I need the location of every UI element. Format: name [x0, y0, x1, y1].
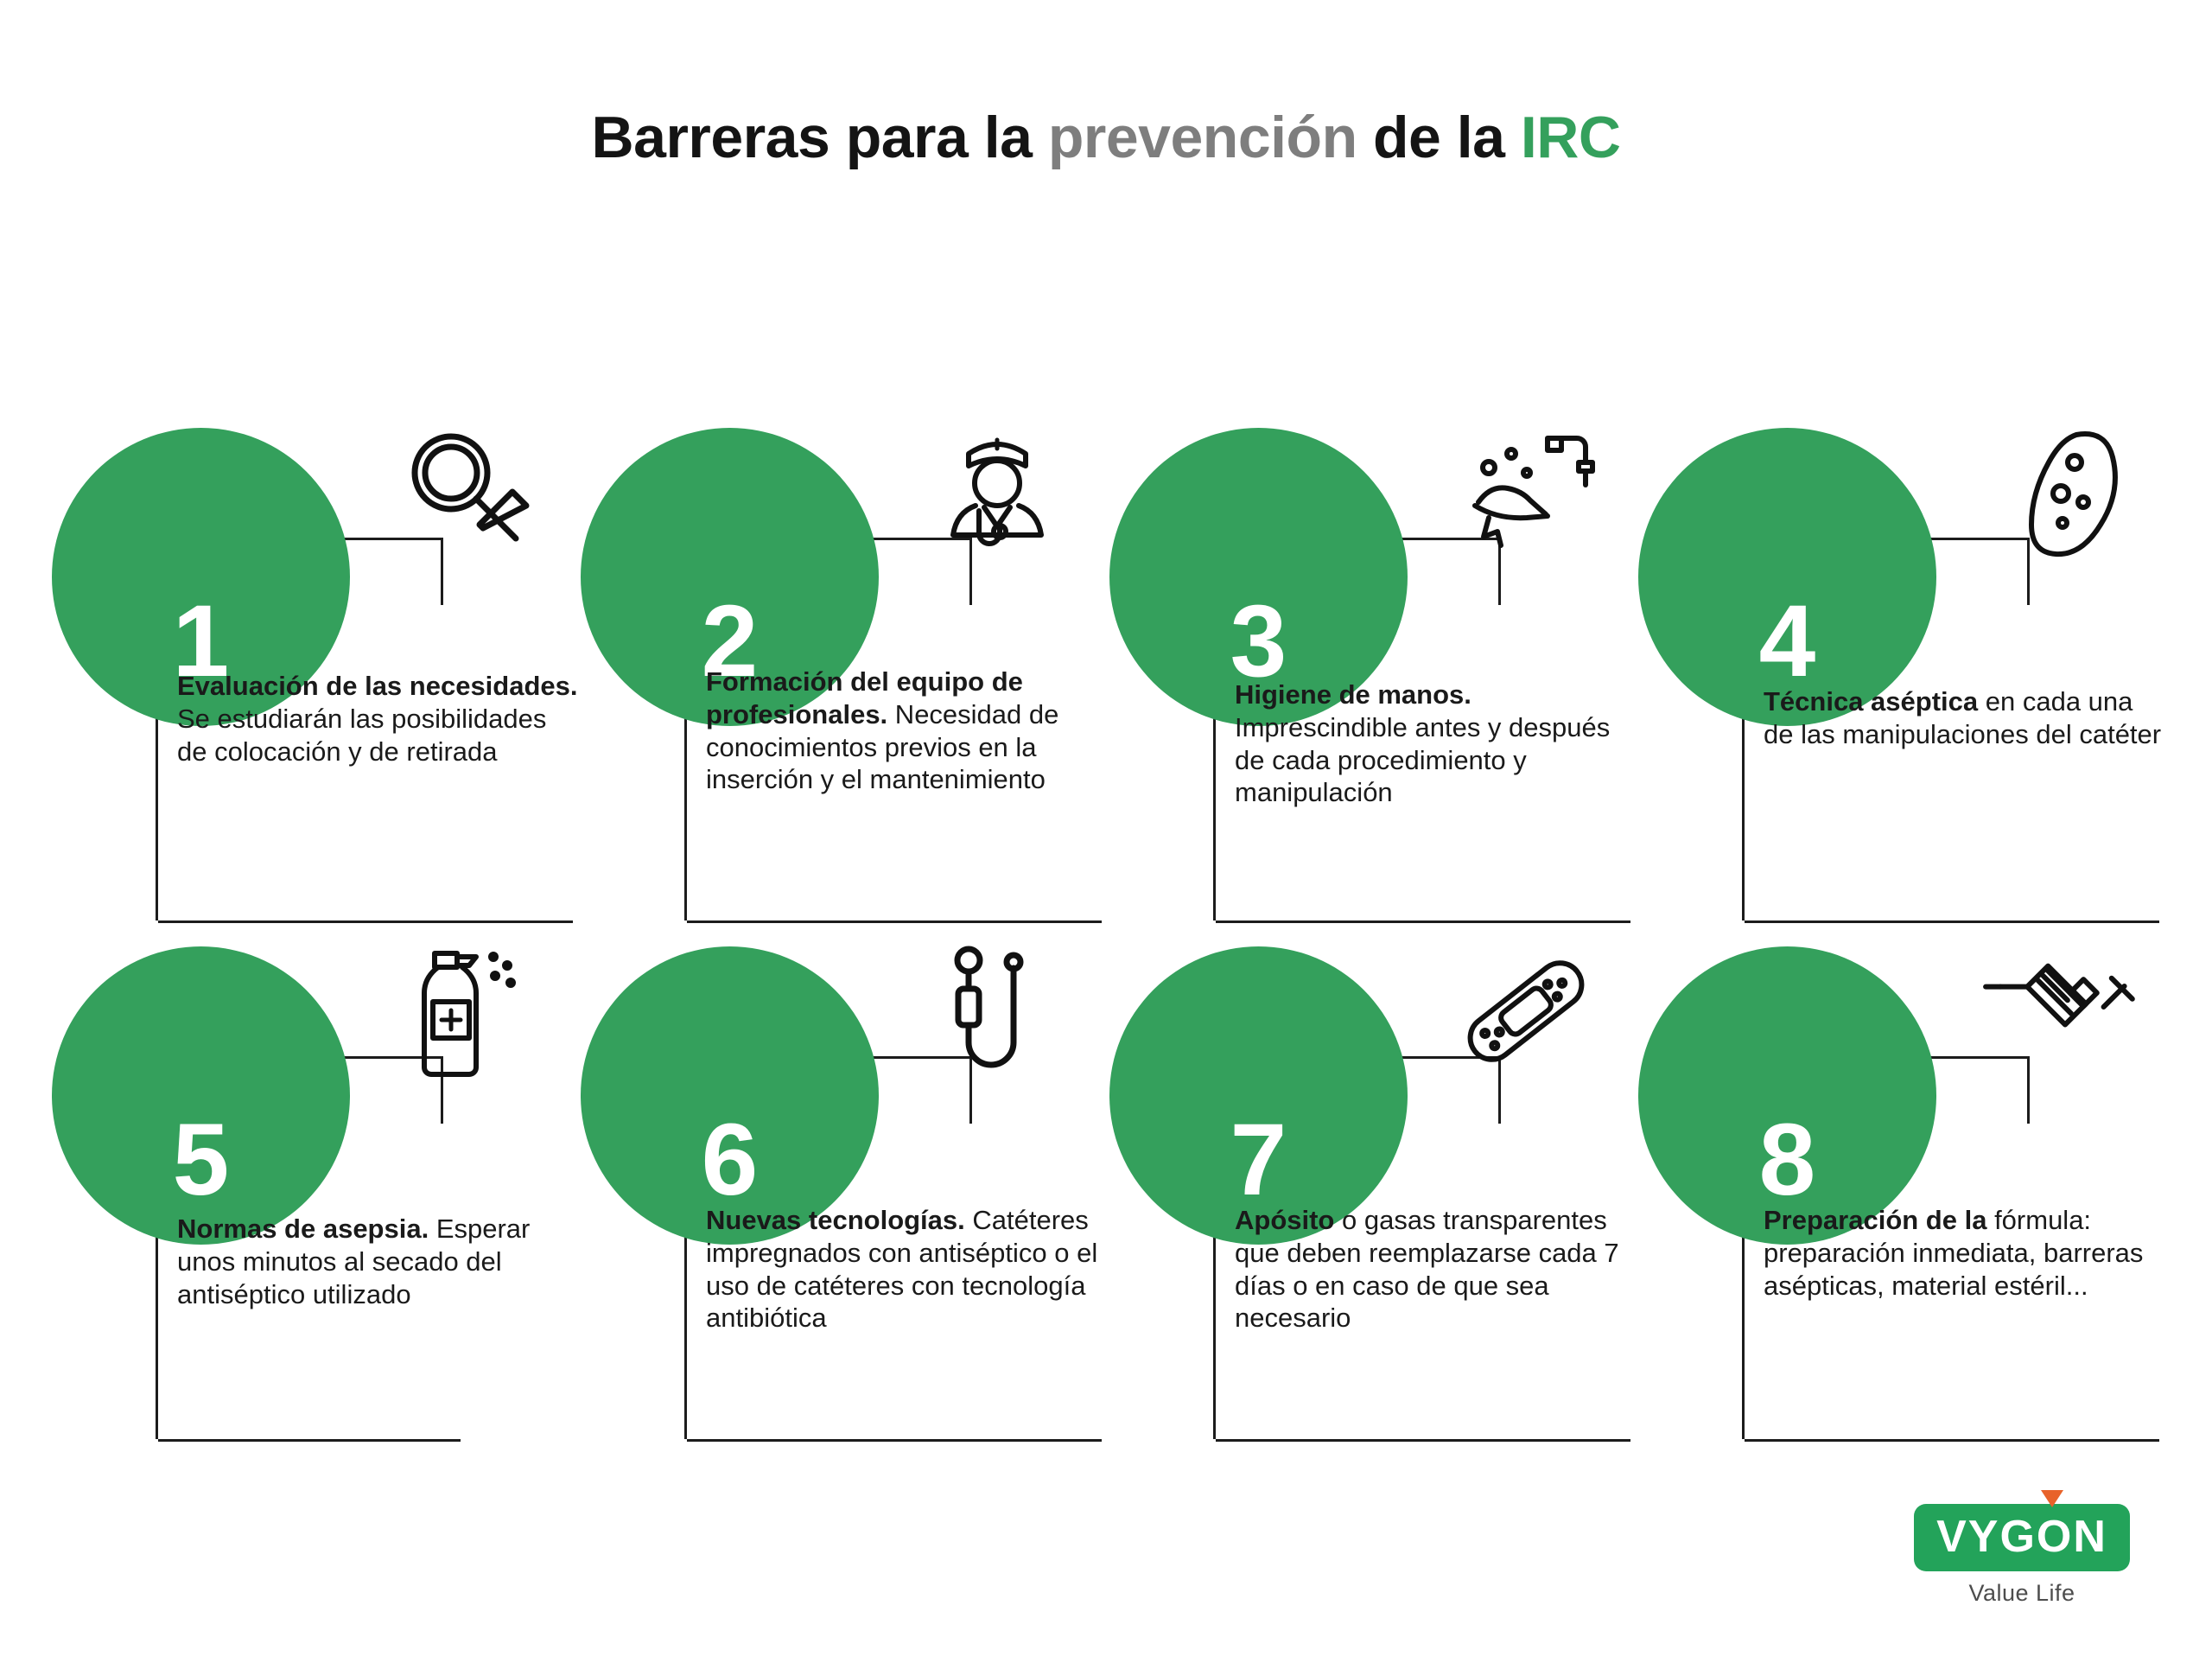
step-title-6: Nuevas tecnologías.: [706, 1205, 965, 1235]
step-number-7: 7: [1230, 1102, 1287, 1217]
step-desc-7: o gasas transparentes que deben reemplazarse cada 7 días o en caso de que sea necesario: [1235, 1205, 1619, 1334]
title-part-prevencion: prevención: [1047, 105, 1357, 170]
step-text-8: [1764, 1204, 2170, 1302]
step-text-3: [1235, 678, 1641, 809]
handwashing-icon: [1444, 419, 1608, 566]
step-title-4: Técnica aséptica: [1764, 686, 1979, 717]
steps-grid: [52, 411, 2169, 1448]
catheter-icon: [915, 938, 1079, 1085]
step-card-7: [1109, 929, 1638, 1448]
title-part-irc: IRC: [1520, 105, 1621, 170]
step-desc-1: Se estudiarán las posibilidades de colocación y de retirada: [177, 703, 547, 767]
syringe-icon: [1973, 938, 2137, 1085]
step-desc-4: en cada una de las manipulaciones del catéter: [1764, 686, 2162, 749]
step-text-2: [706, 666, 1112, 796]
step-card-4: [1638, 411, 2167, 929]
spray-bottle-icon: [386, 938, 550, 1085]
step-number-4: 4: [1758, 583, 1816, 698]
step-title-5: Normas de asepsia.: [177, 1214, 429, 1244]
step-text-7: [1235, 1204, 1641, 1335]
step-card-1: [52, 411, 581, 929]
step-desc-5: Esperar unos minutos al secado del antiséptico utilizado: [177, 1214, 531, 1309]
step-text-4: [1764, 685, 2170, 751]
step-card-6: [581, 929, 1109, 1448]
page-title: [0, 104, 2212, 171]
bandage-icon: [1444, 938, 1608, 1085]
step-title-2: Formación del equipo de profesionales.: [706, 666, 1023, 729]
title-part-barreras: Barreras para la: [591, 105, 1048, 170]
step-number-5: 5: [172, 1102, 230, 1217]
step-number-2: 2: [701, 583, 759, 698]
magnifier-icon: [386, 419, 550, 566]
step-card-5: [52, 929, 581, 1448]
step-desc-2: Necesidad de conocimientos previos en la inserción y el mantenimiento: [706, 698, 1059, 795]
step-title-3: Higiene de manos.: [1235, 679, 1471, 710]
step-number-1: 1: [172, 583, 230, 698]
step-desc-3: Imprescindible antes y después de cada procedimiento y manipulación: [1235, 711, 1611, 808]
step-desc-6: Catéteres impregnados con antiséptico o el uso de catéteres con tecnología antibiótica: [706, 1205, 1098, 1334]
step-title-8: Preparación de la: [1764, 1205, 1987, 1235]
step-card-2: [581, 411, 1109, 929]
step-card-8: [1638, 929, 2167, 1448]
logo-name: VYGON: [1914, 1504, 2130, 1571]
step-text-1: [177, 670, 583, 768]
logo-tagline: Value Life: [1968, 1580, 2075, 1606]
step-text-5: [177, 1213, 583, 1310]
step-number-6: 6: [701, 1102, 759, 1217]
step-title-7: Apósito: [1235, 1205, 1335, 1235]
step-number-8: 8: [1758, 1102, 1816, 1217]
doctor-icon: [915, 419, 1079, 566]
bacteria-icon: [1973, 419, 2137, 566]
step-number-3: 3: [1230, 583, 1287, 698]
step-card-3: [1109, 411, 1638, 929]
logo-triangle-icon: [2041, 1490, 2063, 1507]
vygon-logo: [1914, 1504, 2130, 1607]
step-title-1: Evaluación de las necesidades.: [177, 671, 578, 701]
title-part-dela: de la: [1357, 105, 1521, 170]
step-desc-8: fórmula: preparación inmediata, barreras asépticas, material estéril...: [1764, 1205, 2144, 1301]
step-text-6: [706, 1204, 1112, 1335]
